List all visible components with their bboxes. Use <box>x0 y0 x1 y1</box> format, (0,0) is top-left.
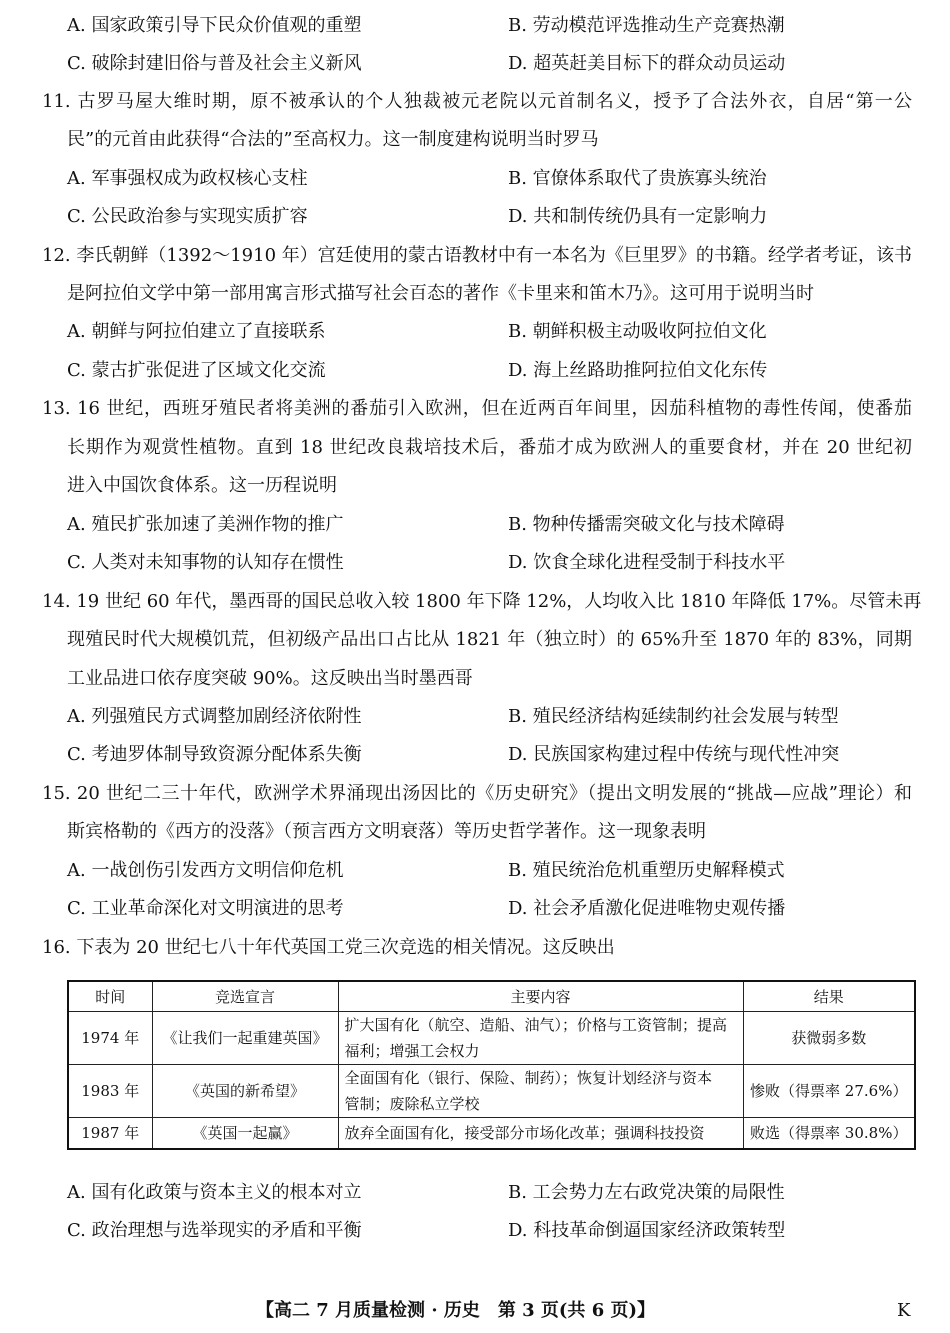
q10-options-row-2 <box>0 50 950 78</box>
q12-stem-line-1 <box>0 242 950 270</box>
cell-time: 1987 年 <box>68 1118 152 1150</box>
q15-stem-text-2: 斯宾格勒的《西方的没落》（预言西方文明衰落）等历史哲学著作。这一现象表明 <box>67 821 706 842</box>
header-time: 时间 <box>68 981 152 1012</box>
footer-code: K <box>897 1300 911 1321</box>
cell-manifesto: 《英国的新希望》 <box>152 1065 338 1118</box>
cell-content-line-2: 管制；废除私立学校 <box>344 1095 480 1113</box>
q11-options-row-1 <box>0 165 950 193</box>
q15-option-a: A. 一战创伤引发西方文明信仰危机 <box>67 860 344 881</box>
cell-content-line-1: 放弃全面国有化，接受部分市场化改革；强调科技投资 <box>344 1124 705 1142</box>
header-content: 主要内容 <box>338 981 743 1012</box>
cell-time: 1983 年 <box>68 1065 152 1118</box>
q11-options-row-2 <box>0 203 950 231</box>
table-row <box>68 1012 915 1065</box>
q13-stem-text-3: 进入中国饮食体系。这一历程说明 <box>67 475 337 496</box>
q13-option-c: C. 人类对未知事物的认知存在惯性 <box>67 552 344 573</box>
q14-option-d: D. 民族国家构建过程中传统与现代性冲突 <box>508 744 840 765</box>
q11-option-a: A. 军事强权成为政权核心支柱 <box>67 168 308 189</box>
q15-options-row-2 <box>0 895 950 923</box>
q13-stem-text-1: 13. 16 世纪，西班牙殖民者将美洲的番茄引入欧洲，但在近两百年间里，因茄科植物的毒性传闻，使番茄 <box>42 398 912 419</box>
q11-stem-line-2 <box>0 126 950 154</box>
q13-option-a: A. 殖民扩张加速了美洲作物的推广 <box>67 514 344 535</box>
q12-options-row-1 <box>0 318 950 346</box>
q12-stem-line-2 <box>0 280 950 308</box>
q10-option-d: D. 超英赶美目标下的群众动员运动 <box>508 53 786 74</box>
q16-options-row-1 <box>0 1179 950 1207</box>
page-footer <box>0 1296 950 1326</box>
election-table <box>67 980 916 1150</box>
q15-stem-line-1 <box>0 780 950 808</box>
cell-result: 惨败（得票率 27.6%） <box>743 1065 915 1118</box>
cell-manifesto: 《让我们一起重建英国》 <box>152 1012 338 1065</box>
q10-option-b: B. 劳动模范评选推动生产竞赛热潮 <box>508 15 785 36</box>
q16-stem-text: 16. 下表为 20 世纪七八十年代英国工党三次竞选的相关情况。这反映出 <box>42 937 615 958</box>
header-manifesto: 竞选宣言 <box>152 981 338 1012</box>
q14-stem-text-1: 14. 19 世纪 60 年代，墨西哥的国民总收入较 1800 年下降 12%，人均收入比 1810 年降低 17%。尽管未再 <box>42 591 922 612</box>
q14-stem-text-2: 现殖民时代大规模饥荒，但初级产品出口占比从 1821 年（独立时）的 65%升至 1870 年的 83%，同期 <box>67 629 912 650</box>
q14-options-row-2 <box>0 741 950 769</box>
q13-option-d: D. 饮食全球化进程受制于科技水平 <box>508 552 786 573</box>
cell-content-line-1: 扩大国有化（航空、造船、油气）；价格与工资管制；提高 <box>344 1016 728 1034</box>
q15-option-d: D. 社会矛盾激化促进唯物史观传播 <box>508 898 786 919</box>
q14-stem-line-2 <box>0 626 950 654</box>
q13-options-row-2 <box>0 549 950 577</box>
q16-option-d: D. 科技革命倒逼国家经济政策转型 <box>508 1220 786 1241</box>
q12-option-d: D. 海上丝路助推阿拉伯文化东传 <box>508 360 768 381</box>
table-header-row <box>68 981 915 1012</box>
q15-options-row-1 <box>0 857 950 885</box>
q12-stem-text-2: 是阿拉伯文学中第一部用寓言形式描写社会百态的著作《卡里来和笛木乃》。这可用于说明当时 <box>67 283 814 304</box>
table-row <box>68 1118 915 1150</box>
q10-options-row-1 <box>0 12 950 40</box>
cell-content-line-1: 全面国有化（银行、保险、制药）；恢复计划经济与资本 <box>344 1069 713 1087</box>
q15-stem-line-2 <box>0 818 950 846</box>
q16-option-c: C. 政治理想与选举现实的矛盾和平衡 <box>67 1220 362 1241</box>
cell-content-line-2: 福利；增强工会权力 <box>344 1042 480 1060</box>
q12-options-row-2 <box>0 357 950 385</box>
q12-option-a: A. 朝鲜与阿拉伯建立了直接联系 <box>67 321 326 342</box>
cell-content <box>338 1012 743 1065</box>
footer-title: 【高二 7 月质量检测 · 历史 第 3 页(共 6 页)】 <box>256 1300 656 1321</box>
q15-option-c: C. 工业革命深化对文明演进的思考 <box>67 898 344 919</box>
cell-content <box>338 1065 743 1118</box>
q15-stem-text-1: 15. 20 世纪二三十年代，欧洲学术界涌现出汤因比的《历史研究》（提出文明发展的“挑战—应战”理论）和 <box>42 783 912 804</box>
q14-stem-line-1 <box>0 588 950 616</box>
q13-options-row-1 <box>0 511 950 539</box>
q14-option-b: B. 殖民经济结构延续制约社会发展与转型 <box>508 706 839 727</box>
q10-option-c: C. 破除封建旧俗与普及社会主义新风 <box>67 53 362 74</box>
q13-stem-text-2: 长期作为观赏性植物。直到 18 世纪改良栽培技术后，番茄才成为欧洲人的重要食材，并在 20 世纪初 <box>67 437 912 458</box>
q14-option-a: A. 列强殖民方式调整加剧经济依附性 <box>67 706 362 727</box>
q11-stem-text-1: 11. 古罗马屋大维时期，原不被承认的个人独裁被元老院以元首制名义，授予了合法外衣，自居“第一公 <box>42 91 912 112</box>
table-row <box>68 1065 915 1118</box>
q13-stem-line-2 <box>0 434 950 462</box>
header-result: 结果 <box>743 981 915 1012</box>
q12-stem-text-1: 12. 李氏朝鲜（1392～1910 年）宫廷使用的蒙古语教材中有一本名为《巨里罗》的书籍。经学者考证，该书 <box>42 245 912 266</box>
q16-option-a: A. 国有化政策与资本主义的根本对立 <box>67 1182 362 1203</box>
q12-option-c: C. 蒙古扩张促进了区域文化交流 <box>67 360 326 381</box>
q15-option-b: B. 殖民统治危机重塑历史解释模式 <box>508 860 785 881</box>
q13-stem-line-3 <box>0 472 950 500</box>
cell-manifesto: 《英国一起赢》 <box>152 1118 338 1150</box>
cell-time: 1974 年 <box>68 1012 152 1065</box>
q11-stem-text-2: 民”的元首由此获得“合法的”至高权力。这一制度建构说明当时罗马 <box>67 129 599 150</box>
q16-option-b: B. 工会势力左右政党决策的局限性 <box>508 1182 785 1203</box>
cell-result: 获微弱多数 <box>743 1012 915 1065</box>
q14-stem-line-3 <box>0 665 950 693</box>
q14-stem-text-3: 工业品进口依存度突破 90%。这反映出当时墨西哥 <box>67 668 473 689</box>
q13-stem-line-1 <box>0 395 950 423</box>
cell-content <box>338 1118 743 1150</box>
q11-option-d: D. 共和制传统仍具有一定影响力 <box>508 206 768 227</box>
q16-stem-line <box>0 934 950 962</box>
q13-option-b: B. 物种传播需突破文化与技术障碍 <box>508 514 785 535</box>
q12-option-b: B. 朝鲜积极主动吸收阿拉伯文化 <box>508 321 767 342</box>
q11-option-c: C. 公民政治参与实现实质扩容 <box>67 206 308 227</box>
q11-stem-line-1 <box>0 88 950 116</box>
q11-option-b: B. 官僚体系取代了贵族寡头统治 <box>508 168 767 189</box>
q14-options-row-1 <box>0 703 950 731</box>
q14-option-c: C. 考迪罗体制导致资源分配体系失衡 <box>67 744 362 765</box>
cell-result: 败选（得票率 30.8%） <box>743 1118 915 1150</box>
q10-option-a: A. 国家政策引导下民众价值观的重塑 <box>67 15 362 36</box>
q16-options-row-2 <box>0 1217 950 1245</box>
